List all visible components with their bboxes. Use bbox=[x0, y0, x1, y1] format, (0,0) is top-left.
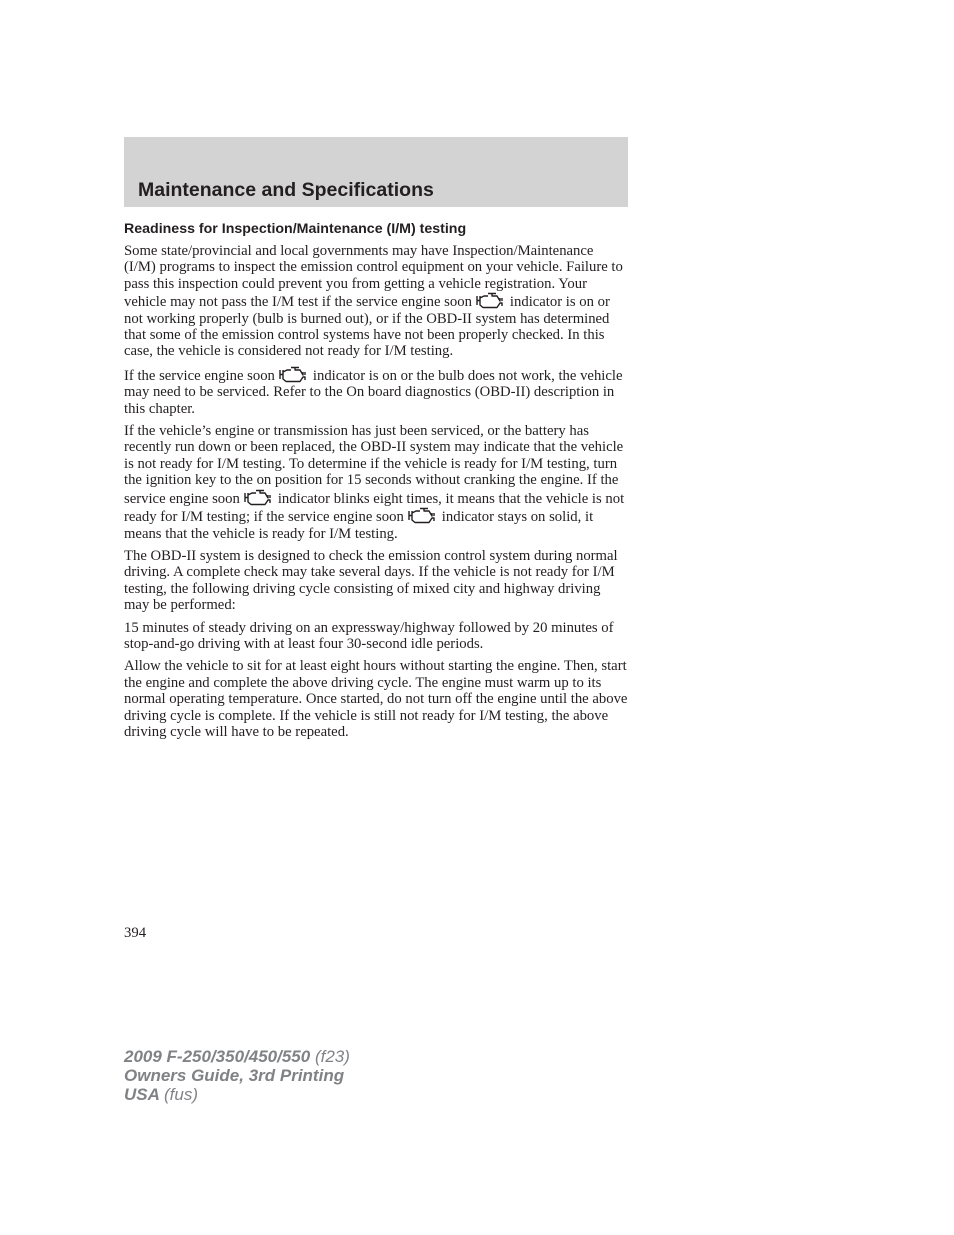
footer-region-code: (fus) bbox=[164, 1085, 198, 1104]
page-content bbox=[124, 220, 628, 746]
page-number: 394 bbox=[124, 925, 147, 941]
paragraph-3-text-c: indicator stays on solid, it means that the vehicle is ready for I/M testing. bbox=[124, 509, 594, 542]
service-engine-soon-icon bbox=[242, 489, 272, 507]
paragraph-3-text-b: indicator blinks eight times, it means that the vehicle is not ready for I/M testing; if the service engine soon bbox=[124, 490, 625, 526]
paragraph-1 bbox=[124, 243, 628, 360]
service-engine-soon-icon bbox=[474, 292, 504, 310]
paragraph-4: The OBD-II system is designed to check the emission control system during normal driving. A complete check may take several days. If the vehicle is not ready for I/M testing, the following driving cycle consisting of mixed city and highway driving may be performed: bbox=[124, 547, 618, 614]
paragraph-5: 15 minutes of steady driving on an expressway/highway followed by 20 minutes of stop-and-go driving with at least four 30-second idle periods. bbox=[124, 619, 614, 652]
paragraph-2-text-b: indicator is on or the bulb does not work, the vehicle may need to be serviced. Refer to the On board diagnostics (OBD-II) description in this chapter. bbox=[124, 367, 623, 417]
paragraph-3 bbox=[124, 423, 628, 542]
paragraph-1-text-a: Some state/provincial and local governments may have Inspection/Maintenance (I/M) programs to inspect the emission control equipment on your vehicle. Failure to pass this inspection could prevent you from getting a vehicle registration. Your vehicle may not pass the I/M test if the service engine soon bbox=[124, 243, 623, 311]
document-footer bbox=[124, 1047, 350, 1104]
footer-line-1 bbox=[124, 1047, 350, 1066]
paragraph-6: Allow the vehicle to sit for at least eight hours without starting the engine. Then, start the engine and complete the above driving cycle. The engine must warm up to its normal operating temperature. Once started, do not turn off the engine until the above driving cycle is complete. If the vehicle is still not ready for I/M testing, the above driving cycle will have to be repeated. bbox=[124, 658, 628, 740]
paragraph-2-text-a: If the service engine soon bbox=[124, 367, 275, 384]
footer-model: 2009 F-250/350/450/550 bbox=[124, 1047, 311, 1066]
service-engine-soon-icon bbox=[406, 507, 436, 525]
footer-line-2: Owners Guide, 3rd Printing bbox=[124, 1066, 345, 1085]
service-engine-soon-icon bbox=[277, 366, 307, 384]
section-title: Maintenance and Specifications bbox=[138, 179, 434, 201]
footer-model-code: (f23) bbox=[314, 1047, 350, 1066]
footer-line-3 bbox=[124, 1085, 350, 1104]
footer-region: USA bbox=[124, 1085, 160, 1104]
paragraph-2 bbox=[124, 366, 628, 417]
section-header-band bbox=[124, 137, 628, 207]
paragraph-1-text-b: indicator is on or not working properly (bulb is burned out), or if the OBD-II system has determined that some of the emission control systems have not been properly checked. In this case, the vehicle is considered not ready for I/M testing. bbox=[124, 294, 610, 360]
subsection-heading: Readiness for Inspection/Maintenance (I/M) testing bbox=[124, 221, 467, 237]
paragraph-3-text-a: If the vehicle’s engine or transmission has just been serviced, or the battery has recently run down or been replaced, the OBD-II system may indicate that the vehicle is not ready for I/M testing. To determine if the vehicle is ready for I/M testing, turn the ignition key to the on position for 15 seconds without cranking the engine. If the service engine soon bbox=[124, 423, 624, 507]
